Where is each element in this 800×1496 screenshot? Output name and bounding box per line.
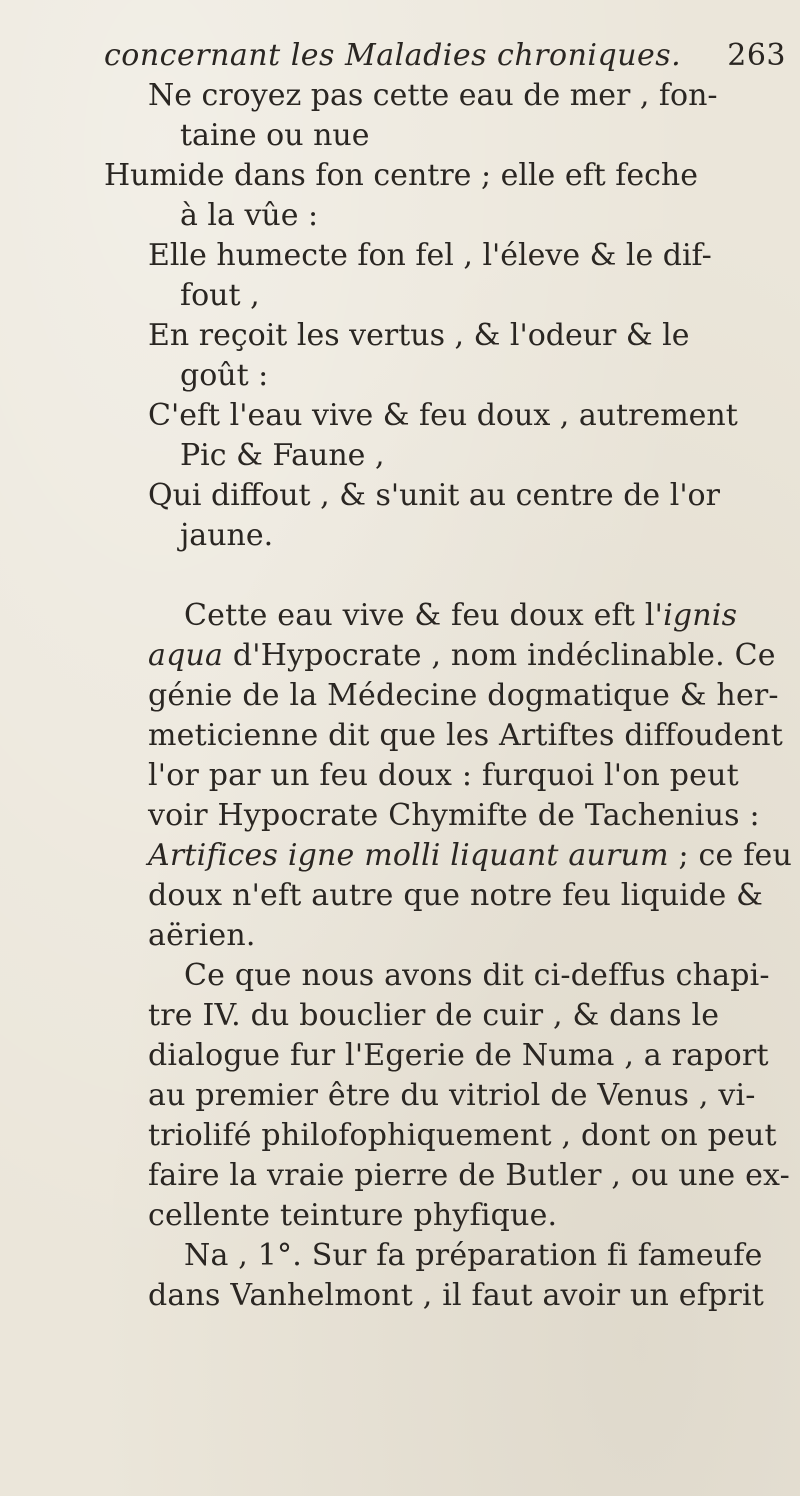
- text-segment: aërien.: [148, 918, 256, 953]
- text-segment: génie de la Médecine dogmatique & her-: [148, 678, 779, 713]
- text-segment: dialogue fur l'Egerie de Numa , a raport: [148, 1038, 769, 1073]
- verse-line: à la vûe :: [180, 198, 319, 233]
- text-segment: ; ce feu: [668, 838, 792, 873]
- prose-line: [148, 838, 792, 874]
- italic-segment: ignis: [663, 598, 738, 633]
- prose-line: [148, 998, 719, 1034]
- prose-line: [148, 918, 256, 954]
- prose-line: [148, 638, 776, 674]
- verse-line: Pic & Faune ,: [180, 438, 385, 473]
- verse-line: fout ,: [180, 278, 260, 313]
- verse-line: Qui diffout , & s'unit au centre de l'or: [148, 478, 720, 513]
- verse-line: jaune.: [180, 518, 274, 553]
- prose-line: [148, 1278, 764, 1314]
- prose-line: [184, 958, 770, 994]
- text-segment: dans Vanhelmont , il faut avoir un efprit: [148, 1278, 765, 1313]
- page-number: 263: [727, 38, 786, 73]
- prose-line: [148, 1038, 769, 1074]
- prose-line: [148, 798, 760, 834]
- prose-line: [148, 1158, 790, 1194]
- prose-line: [148, 678, 779, 714]
- text-segment: l'or par un feu doux : furquoi l'on peut: [148, 758, 739, 793]
- text-segment: tre IV. du bouclier de cuir , & dans le: [148, 998, 720, 1033]
- text-segment: faire la vraie pierre de Butler , ou une ex-: [148, 1158, 790, 1193]
- verse-line: En reçoit les vertus , & l'odeur & le: [148, 318, 690, 353]
- prose-line: [184, 1238, 763, 1274]
- text-segment: doux n'eft autre que notre feu liquide &: [148, 878, 764, 913]
- prose-line: [148, 718, 783, 754]
- text-segment: Na , 1°. Sur fa préparation fi fameufe: [184, 1238, 763, 1273]
- text-segment: triolifé philofophiquement , dont on peut: [148, 1118, 777, 1153]
- running-title: concernant les Maladies chroniques.: [104, 38, 682, 73]
- text-segment: Cette eau vive & feu doux eft l': [184, 598, 664, 633]
- prose-line: [148, 1078, 756, 1114]
- prose-line: [148, 878, 763, 914]
- text-segment: au premier être du vitriol de Venus , vi-: [148, 1078, 756, 1113]
- verse-line: goût :: [180, 358, 269, 393]
- prose-line: [148, 1198, 557, 1234]
- verse-line: Ne croyez pas cette eau de mer , fon-: [148, 78, 718, 113]
- text-segment: cellente teinture phyfique.: [148, 1198, 558, 1233]
- text-segment: Ce que nous avons dit ci-deffus chapi-: [184, 958, 770, 993]
- prose-line: [184, 598, 737, 634]
- verse-line: C'eft l'eau vive & feu doux , autrement: [148, 398, 738, 433]
- verse-line: taine ou nue: [180, 118, 370, 153]
- prose-line: [148, 758, 739, 794]
- text-segment: meticienne dit que les Artiftes diffoudent: [148, 718, 784, 753]
- text-segment: d'Hypocrate , nom indéclinable. Ce: [223, 638, 776, 673]
- italic-segment: Artifices igne molli liquant aurum: [148, 838, 669, 873]
- verse-line: Elle humecte fon fel , l'éleve & le dif-: [148, 238, 712, 273]
- prose-line: [148, 1118, 777, 1154]
- verse-line: Humide dans fon centre ; elle eft feche: [104, 158, 699, 193]
- text-segment: voir Hypocrate Chymifte de Tachenius :: [148, 798, 760, 833]
- italic-segment: aqua: [148, 638, 224, 673]
